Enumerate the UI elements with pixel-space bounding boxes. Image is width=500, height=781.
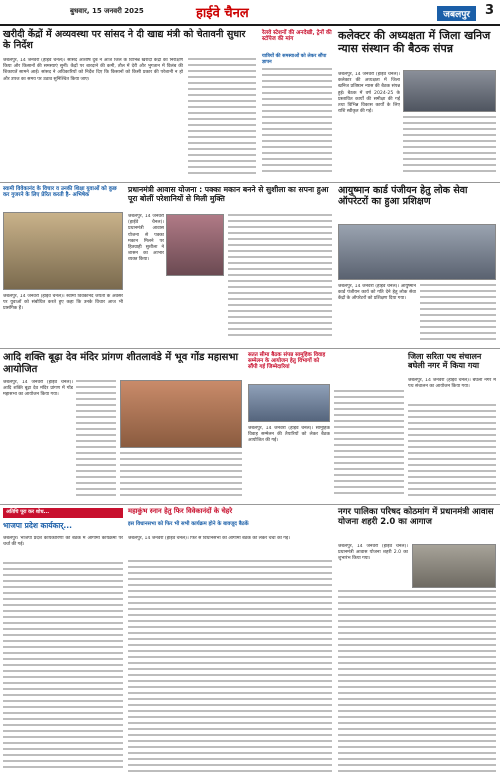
swami-headline: स्वामी विवेकानंद के विचार व उनकी शिक्षा युवाओं को कुछ कर गुजरने के लिए प्रेरित करती है- अभिषेक [3, 186, 117, 199]
temple-caption-lines [120, 452, 242, 500]
bottom-mid-columns [128, 560, 332, 776]
ayushman-body: जबलपुर, 14 जनवरी (हाईवे चैनल)। आयुष्मान कार्ड पंजीयन कार्य को गति देने हेतु लोक सेवा केंद्रों के ऑपरेटरों को प्रशिक्षण दिया गया। [338, 284, 416, 302]
center-columns [262, 68, 332, 176]
awas-headline: प्रधानमंत्री आवास योजना : पक्का मकान बनने से सुशीला का सपना हुआ पूरा बोलीं परेशानियों से मिली मुक्ति [128, 185, 329, 203]
sewa-columns [334, 390, 404, 500]
collector-body: जबलपुर, 14 जनवरी (हाईवे चैनल)। कलेक्टर की अध्यक्षता में जिला खनिज प्रतिष्ठान न्यास की बैठक संपन्न हुई। बैठक में वर्ष 2024-25 के प्रस्तावित कार्यों की समीक्षा की गई तथा विभिन्न विकास कार्यों के लिए राशि स्वीकृत की गई। [338, 72, 400, 115]
training-photo [338, 224, 496, 280]
awas-body: जबलपुर, 14 जनवरी (हाईवे चैनल)। प्रधानमंत्री आवास योजना से पक्का मकान मिलने पर हितग्राही सुशीला ने शासन का आभार व्यक्त किया। [128, 214, 164, 263]
bottom-right-columns [338, 590, 496, 776]
bottom-right-headline: नगर पालिका परिषद कोठमांग में प्रधानमंत्री आवास योजना शहरी 2.0 का आगाज [338, 507, 494, 527]
divider [0, 348, 500, 349]
newspaper-brand: हाईवे चैनल [196, 6, 249, 21]
temple-body: जबलपुर, 14 जनवरी (हाईवे चैनल)। आदि शक्ति बूढ़ा देव मंदिर प्रांगण में गोंड महासभा का आयोजन किया गया। [3, 380, 73, 398]
divider [0, 504, 500, 505]
official-photo [248, 384, 330, 422]
issue-date: बुधवार, 15 जनवरी 2025 [70, 7, 144, 15]
collector-headline: कलेक्टर की अध्यक्षता में जिला खनिज न्यास संस्थान की बैठक संपन्न [338, 29, 491, 55]
divider [0, 182, 500, 183]
temple-headline: आदि शक्ति बूढ़ा देव मंदिर प्रांगण शीतलावंडे में भूव गोंड महासभा आयोजित [3, 352, 239, 375]
ayushman-columns [420, 284, 496, 344]
edition-city: जबलपुर [437, 6, 476, 21]
river-body: जबलपुर, 14 जनवरी (हाईवे चैनल)। बघेली नगर में पथ संचालन का आयोजन किया गया। [408, 378, 496, 390]
river-columns [408, 404, 496, 500]
ayushman-headline: आयुष्मान कार्ड पंजीयन हेतु लोक सेवा ऑपरेटरों का हुआ प्रशिक्षण [338, 185, 468, 207]
page-number: 3 [484, 3, 494, 18]
swami-body: जबलपुर, 14 जनवरी (हाईवे चैनल)। स्वामी विवेकानंद जयंती के अवसर पर युवाओं को संबोधित करते हुए कहा कि उनके विचार आज भी प्रासंगिक हैं। [3, 294, 123, 312]
bottom-right-body: जबलपुर, 14 जनवरी (हाईवे चैनल)। प्रधानमंत्री आवास योजना शहरी 2.0 का शुभारंभ किया गया। [338, 544, 408, 562]
sewa-headline: सतत सीमा बैठक संपन्न सामूहिक विवाह सम्मेलन के आयोजन हेतु विभागों को सौंपी गई जिम्मेदारियां [248, 352, 326, 371]
bottom-left-body: जबलपुर। भाजपा प्रदेश कार्यकारिणी की बैठक में आगामी कार्यक्रमों पर चर्चा की गई। [3, 536, 123, 548]
top-left-headline: खरीदी केंद्रों में अव्यवस्था पर सांसद ने दी खाद्य मंत्री को चेतावनी सुधार के निर्देश [3, 29, 246, 51]
bottom-left-headline: भाजपा प्रदेश कार्यकार्... [3, 521, 72, 530]
sewa-body: जबलपुर, 14 जनवरी (हाईवे चैनल)। सामूहिक विवाह सम्मेलन की तैयारियों को लेकर बैठक आयोजित की गई। [248, 426, 330, 444]
center-red-sub: यात्रियों की समस्याओं को लेकर सौंपा ज्ञापन [262, 54, 327, 65]
bottom-mid-body: जबलपुर, 14 जनवरी (हाईवे चैनल)। फिर से विधानसभा की आगामी बैठक को लेकर चर्चा की गई। [128, 536, 290, 541]
masthead [0, 0, 500, 26]
awas-columns [228, 214, 332, 344]
inauguration-photo [412, 544, 496, 588]
bottom-left-columns [3, 562, 123, 776]
statue-photo [3, 212, 123, 290]
collector-columns [403, 116, 496, 178]
beneficiary-photo [166, 214, 224, 276]
collector-meeting-photo [403, 70, 496, 112]
temple-columns [76, 380, 116, 500]
river-headline: जिला सरिता पथ संचालन बघेली नगर में किया गया [408, 352, 482, 371]
center-red-headline: रेलवे स्टेशनों की अनदेखी, ट्रेनों की स्टॉपेज की मांग [262, 30, 332, 43]
gathering-photo [120, 380, 242, 448]
bottom-mid-headline: महाकुंभ स्नान हेतु फिर विवेकानंदों के चेहरे [128, 507, 233, 515]
bottom-mid-sub: इस विधानसभा को फिर भी सभी कार्यक्रम होने के बावजूद बैठकें [128, 521, 249, 527]
top-left-body: जबलपुर, 14 जनवरी (हाईवे चैनल)। सांसद आशीष दुबे ने आज जिले के विभिन्न खरीदी केंद्रों का निरीक्षण किया और किसानों की समस्याएं सुनीं। केंद्रों पर बारदाने की कमी, तौल में देरी और भुगतान में विलंब की शिकायतें सामने आईं। सांसद ने अधिकारियों को निर्देश दिए कि किसानों को किसी प्रकार की परेशानी न हो और उपज का समय पर उठाव सुनिश्चित किया जाए। [3, 58, 183, 82]
top-left-columns [188, 58, 256, 178]
bottom-left-strip: अतिथि पूरा कर शोध... [3, 508, 123, 518]
